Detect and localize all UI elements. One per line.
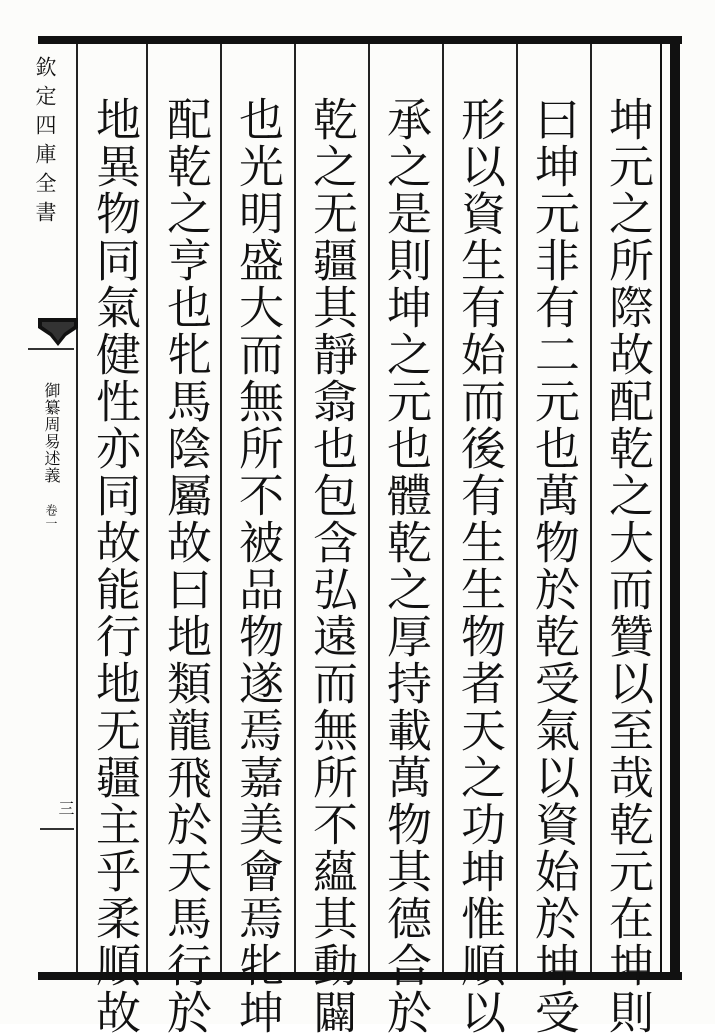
text-column-6: 也光明盛大而無所不被品物遂焉嘉美會焉牝坤 [231, 96, 284, 1036]
margin-divider [28, 348, 74, 350]
fishtail-mark-icon [38, 318, 78, 346]
volume-mark: 卷一 [44, 504, 58, 530]
column-rule [220, 44, 222, 972]
column-rule [368, 44, 370, 972]
column-rule [294, 44, 296, 972]
column-rule [146, 44, 148, 972]
volume-title [40, 382, 63, 530]
page-number-divider [40, 828, 74, 830]
column-rule [442, 44, 444, 972]
book-title: 欽定四庫全書 [33, 56, 57, 230]
column-rule [516, 44, 518, 972]
text-column-1: 坤元之所際故配乾之大而贊以至哉乾元在坤則 [601, 96, 654, 1036]
text-column-4: 承之是則坤之元也體乾之厚持載萬物其德合於 [379, 96, 432, 1036]
text-column-5: 乾之无疆其靜翕也包含弘遠而無所不蘊其動闢 [305, 96, 358, 1036]
column-rule [590, 44, 592, 972]
page-number: 三 [56, 800, 75, 816]
text-column-3: 形以資生有始而後有生生物者天之功坤惟順以 [453, 96, 506, 1036]
text-column-2: 曰坤元非有二元也萬物於乾受氣以資始於坤受 [527, 96, 580, 1036]
volume-title-text: 御纂周易述義 [42, 382, 61, 484]
frame-right-border [670, 36, 680, 980]
text-column-8: 地異物同氣健性亦同故能行地无疆主乎柔順故 [88, 96, 141, 1036]
frame-right-inner-line [660, 44, 662, 972]
frame-top-border [38, 36, 682, 44]
margin-rule [76, 44, 78, 972]
text-column-7: 配乾之亨也牝馬陰屬故曰地類龍飛於天馬行於 [159, 96, 212, 1036]
